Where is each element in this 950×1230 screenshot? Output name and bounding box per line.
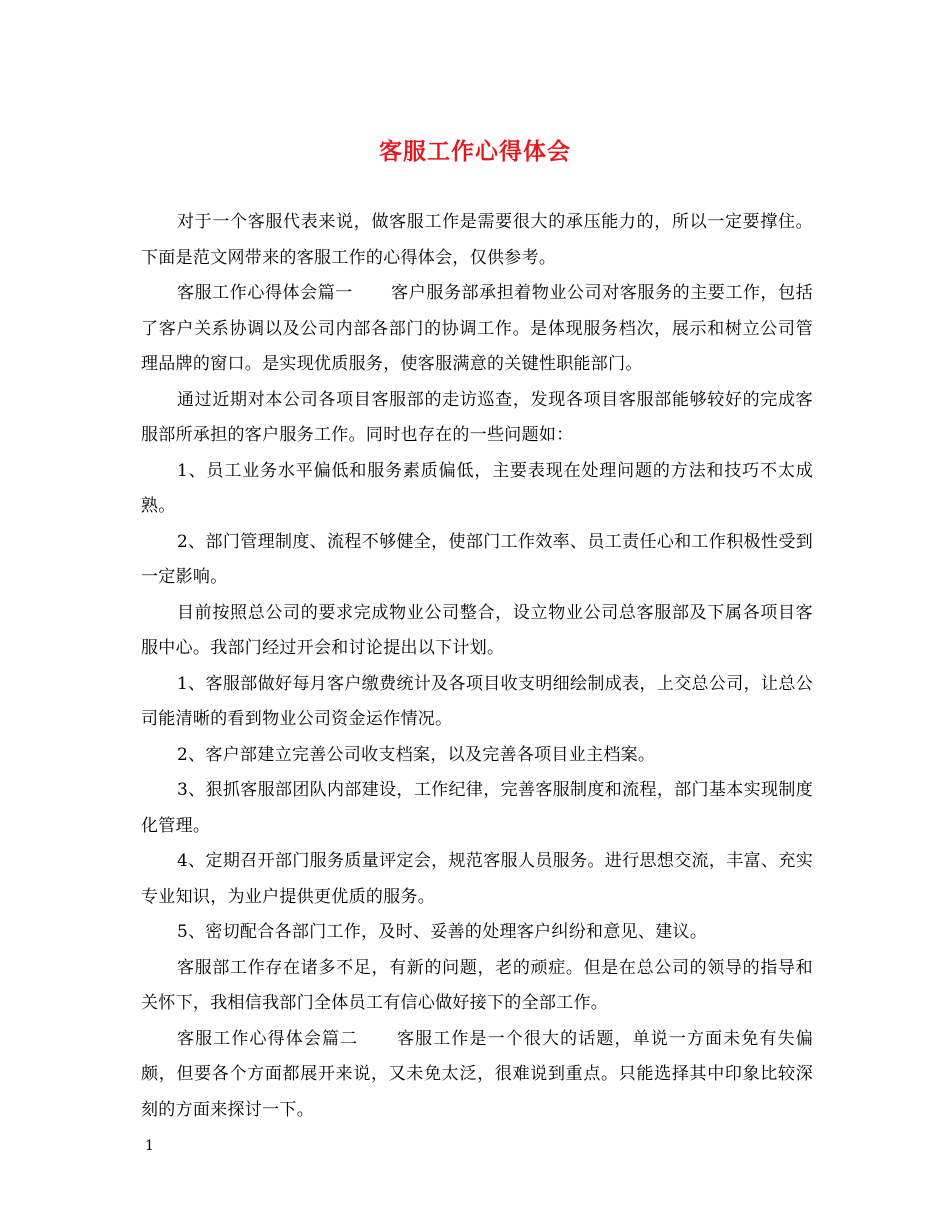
paragraph-section-2-opening — [141, 1022, 813, 1129]
paragraph-plan-1: 1、客服部做好每月客户缴费统计及各项目收支明细绘制成表，上交总公司，让总公司能清晰的看到物业公司资金运作情况。 — [141, 673, 813, 729]
paragraph-section-1-opening — [141, 276, 813, 383]
paragraph-conclusion: 客服部工作存在诸多不足，有新的问题，老的顽症。但是在总公司的领导的指导和关怀下，我相信我部门全体员工有信心做好接下的全部工作。 — [141, 957, 813, 1013]
document-body — [141, 205, 813, 1128]
paragraph-plan-4: 4、定期召开部门服务质量评定会，规范客服人员服务。进行思想交流，丰富、充实专业知识，为业户提供更优质的服务。 — [141, 851, 813, 907]
section-2-text: 客服工作是一个很大的话题，单说一方面未免有失偏颇，但要各个方面都展开来说，又未免太泛，很难说到重点。只能选择其中印象比较深刻的方面来探讨一下。 — [141, 1028, 814, 1120]
paragraph-current-plan: 目前按照总公司的要求完成物业公司整合，设立物业公司总客服部及下属各项目客服中心。我部门经过开会和讨论提出以下计划。 — [141, 602, 813, 658]
paragraph-inspection: 通过近期对本公司各项目客服部的走访巡查，发现各项目客服部能够较好的完成客服部所承担的客户服务工作。同时也存在的一些问题如： — [141, 389, 813, 445]
section-1-text: 客户服务部承担着物业公司对客服务的主要工作，包括了客户关系协调以及公司内部各部门的协调工作。是体现服务档次，展示和树立公司管理品牌的窗口。是实现优质服务，使客服满意的关键性职能部门。 — [141, 283, 814, 374]
paragraph-plan-5: 5、密切配合各部门工作，及时、妥善的处理客户纠纷和意见、建议。 — [177, 922, 708, 942]
paragraph-plan-2: 2、客户部建立完善公司收支档案，以及完善各项目业主档案。 — [177, 744, 656, 765]
document-title: 客服工作心得体会 — [379, 138, 571, 165]
paragraph-plan-3: 3、狠抓客服部团队内部建设，工作纪律，完善客服制度和流程，部门基本实现制度化管理。 — [141, 780, 813, 836]
paragraph-intro: 对于一个客服代表来说，做客服工作是需要很大的承压能力的，所以一定要撑住。下面是范文网带来的客服工作的心得体会，仅供参考。 — [141, 212, 813, 268]
section-heading-1: 客服工作心得体会篇一 — [177, 283, 353, 303]
section-heading-2: 客服工作心得体会篇二 — [177, 1028, 359, 1049]
paragraph-problem-1: 1、员工业务水平偏低和服务素质偏低，主要表现在处理问题的方法和技巧不太成熟。 — [141, 460, 813, 516]
paragraph-problem-2: 2、部门管理制度、流程不够健全，使部门工作效率、员工责任心和工作积极性受到一定影响。 — [141, 531, 813, 587]
page-number: 1 — [145, 1138, 154, 1154]
